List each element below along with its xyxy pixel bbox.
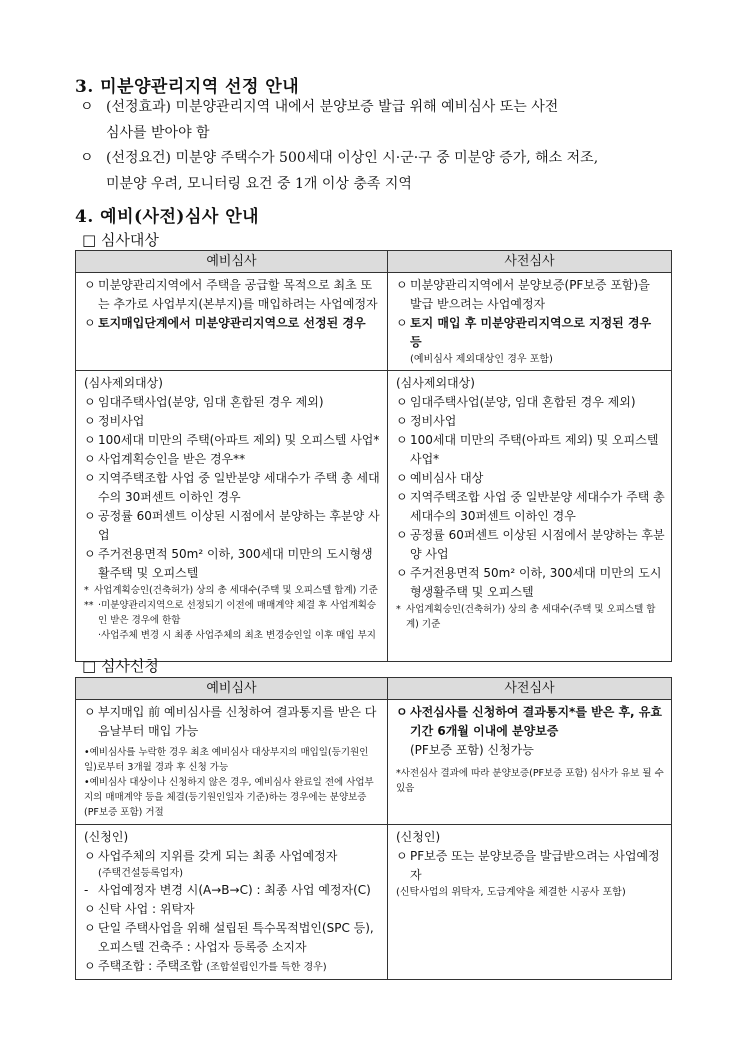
advance-application-cell (388, 700, 672, 825)
list-item: ㅇ 지역주택조합 사업 중 일반분양 세대수가 주택 총 세대수의 30퍼센트 이하인 경우 (84, 471, 380, 504)
list-item: ㅇ 사업계획승인을 받은 경우** (84, 452, 246, 466)
box-title-application: □ 심사신청 (82, 657, 159, 675)
preliminary-application-cell (76, 700, 388, 825)
list-item: ㅇ 주택조합 : 주택조합 (조합설립인가를 득한 경우) (84, 959, 327, 973)
list-item: ㅇ 토지매입단계에서 미분양관리지역으로 선정된 경우 (84, 316, 366, 330)
column-header-preliminary: 예비심사 (76, 251, 388, 273)
footnote: *사전심사 결과에 따라 분양보증(PF보증 포함) 심사가 유보 될 수 있음 (396, 768, 664, 794)
list-item: ㅇ 부지매입 前 예비심사를 신청하여 결과통지를 받은 다음날부터 매입 가능 (84, 705, 377, 738)
section-3-item-effect (80, 94, 680, 146)
preliminary-applicant-cell (76, 825, 388, 980)
list-item: ㅇ 지역주택조합 사업 중 일반분양 세대수가 주택 총 세대수의 30퍼센트 이하인 경우 (396, 490, 665, 523)
list-item: ㅇ 토지 매입 후 미분양관리지역으로 지정된 경우 등 (396, 316, 652, 349)
advance-applicant-cell (388, 825, 672, 980)
advance-targets-cell (388, 273, 672, 371)
footnote: ** ·미분양관리지역으로 선정되기 이전에 매매계약 체결 후 사업계획승인 받은 경우에 한함 (84, 600, 377, 626)
list-item: ㅇ 사업주체의 지위를 갖게 되는 최종 사업예정자 (84, 849, 338, 863)
review-target-table (75, 250, 672, 662)
list-item: ㅇ PF보증 또는 분양보증을 발급받으려는 사업예정자 (396, 849, 660, 882)
section-4-title: 4. 예비(사전)심사 안내 (75, 207, 260, 227)
list-item: ㅇ 단일 주택사업을 위해 설립된 특수목적법인(SPC 등), 오피스텔 건축주 : 사업자 등록증 소지자 (84, 921, 374, 954)
list-item-tail: (PF보증 포함) 신청가능 (410, 743, 534, 757)
list-item: ㅇ 정비사업 (396, 414, 457, 428)
list-item: ㅇ 임대주택사업(분양, 임대 혼합된 경우 제외) (396, 395, 636, 409)
applicant-title: (신청인) (396, 830, 441, 844)
list-item: ㅇ 주거전용면적 50m² 이하, 300세대 미만의 도시형생활주택 및 오피스텔 (84, 547, 373, 580)
exclusions-title: (심사제외대상) (396, 376, 475, 390)
list-item-sub: (주택건설등록업자) (98, 868, 184, 879)
item-text-cont: 미분양 우려, 모니터링 요건 중 1개 이상 충족 지역 (106, 176, 412, 192)
list-item: ㅇ 미분양관리지역에서 주택을 공급할 목적으로 최초 또는 추가로 사업부지(본부지)를 매입하려는 사업예정자 (84, 278, 378, 311)
footnote: •예비심사를 누락한 경우 최초 예비심사 대상부지의 매입일(등기원인일)로부터 3개월 경과 후 신청 가능 (84, 747, 369, 773)
column-header-preliminary: 예비심사 (76, 678, 388, 700)
advance-exclusions-cell (388, 371, 672, 662)
preliminary-targets-cell (76, 273, 388, 371)
list-item-sub: (신탁사업의 위탁자, 도급계약을 체결한 시공사 포함) (396, 887, 626, 898)
list-item: ㅇ 100세대 미만의 주택(아파트 제외) 및 오피스텔 사업* (396, 433, 659, 466)
footnote: •예비심사 대상이나 신청하지 않은 경우, 예비심사 완료일 전에 사업부지의 매매계약 등을 체결(등기원인일자 기준)하는 경우에는 분양보증(PF보증 포함) 거절 (84, 777, 374, 818)
list-item: - 사업예정자 변경 시(A→B→C) : 최종 사업 예정자(C) (84, 883, 371, 897)
column-header-advance: 사전심사 (388, 251, 672, 273)
list-item: ㅇ 100세대 미만의 주택(아파트 제외) 및 오피스텔 사업* (84, 433, 380, 447)
list-item: ㅇ 공정률 60퍼센트 이상된 시점에서 분양하는 후분양 사업 (396, 528, 665, 561)
list-item: ㅇ 정비사업 (84, 414, 145, 428)
item-marker: ㅇ (80, 99, 94, 115)
list-item: ㅇ 예비심사 대상 (396, 471, 484, 485)
item-marker: ㅇ (80, 150, 94, 166)
list-item: ㅇ 공정률 60퍼센트 이상된 시점에서 분양하는 후분양 사업 (84, 509, 380, 542)
section-3-title: 3. 미분양관리지역 선정 안내 (75, 77, 300, 97)
item-text: (선정요건) 미분양 주택수가 500세대 이상인 시·군·구 중 미분양 증가, 해소 저조, (106, 150, 599, 166)
column-header-advance: 사전심사 (388, 678, 672, 700)
list-item: ㅇ 주거전용면적 50m² 이하, 300세대 미만의 도시형생활주택 및 오피스텔 (396, 566, 662, 599)
footnote: * 사업계획승인(건축허가) 상의 총 세대수(주택 및 오피스텔 합계) 기준 (84, 585, 378, 596)
applicant-title: (신청인) (84, 830, 129, 844)
footnote: * 사업계획승인(건축허가) 상의 총 세대수(주택 및 오피스텔 합계) 기준 (396, 604, 656, 630)
list-item: ㅇ 임대주택사업(분양, 임대 혼합된 경우 제외) (84, 395, 324, 409)
footnote: ·사업주체 변경 시 최종 사업주체의 최초 변경승인일 이후 매입 부지 (98, 630, 376, 641)
section-3-item-requirement (80, 145, 680, 197)
box-title-targets: □ 심사대상 (82, 231, 159, 249)
review-application-table (75, 677, 672, 980)
list-item: ㅇ 미분양관리지역에서 분양보증(PF보증 포함)을 발급 받으려는 사업예정자 (396, 278, 650, 311)
list-item: ㅇ 신탁 사업 : 위탁자 (84, 902, 195, 916)
item-text: (선정효과) 미분양관리지역 내에서 분양보증 발급 위해 예비심사 또는 사전 (106, 99, 559, 115)
list-item: ㅇ 사전심사를 신청하여 결과통지*를 받은 후, 유효기간 6개월 이내에 분양보증 (396, 705, 662, 738)
preliminary-exclusions-cell (76, 371, 388, 662)
exclusions-title: (심사제외대상) (84, 376, 163, 390)
note-text: (예비심사 제외대상인 경우 포함) (410, 354, 553, 365)
item-text-cont: 심사를 받아야 함 (106, 125, 210, 141)
